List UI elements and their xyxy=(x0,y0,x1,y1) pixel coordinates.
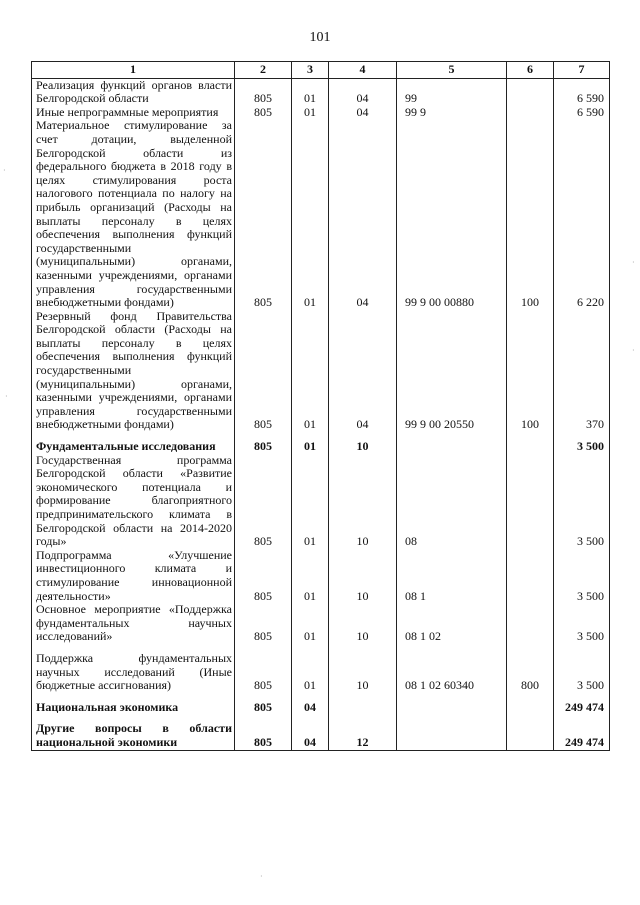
table-row xyxy=(32,549,610,603)
row-rz-cell: 01 xyxy=(292,652,329,693)
row-pr-cell xyxy=(329,701,397,715)
row-sum-cell: 249 474 xyxy=(554,701,610,715)
spacer-cell xyxy=(235,644,292,652)
spacer-cell xyxy=(397,644,507,652)
row-name-cell: Государственная программа Белгородской области «Развитие экономического потенциала и формирование благоприятного предпринимательского климата в Белгородской области на 2014-2020 годы» xyxy=(32,454,235,549)
table-row xyxy=(32,78,610,106)
row-name-cell: Подпрограмма «Улучшение инвестиционного климата и стимулирование инновационной деятельности» xyxy=(32,549,235,603)
row-vr-cell xyxy=(507,454,554,549)
row-sum-cell: 370 xyxy=(554,310,610,432)
table-row xyxy=(32,119,610,309)
row-csr-cell: 99 9 00 20550 xyxy=(397,310,507,432)
row-csr-cell: 08 1 xyxy=(397,549,507,603)
row-rz-cell: 01 xyxy=(292,78,329,106)
row-name-cell: Резервный фонд Правительства Белгородской области (Расходы на выплаты персоналу в целях обеспечения выполнения функций государственными (муниципальными) органами, казенными учреждениями, органами управления государственными внебюджетными фондами) xyxy=(32,310,235,432)
row-pr-cell: 10 xyxy=(329,440,397,454)
row-sum-cell: 3 500 xyxy=(554,454,610,549)
table-row xyxy=(32,652,610,693)
row-gr-cell: 805 xyxy=(235,440,292,454)
spacer-cell xyxy=(507,644,554,652)
header-cell-4: 4 xyxy=(329,62,397,79)
row-gr-cell: 805 xyxy=(235,701,292,715)
scan-mark: · xyxy=(632,258,635,267)
header-cell-1: 1 xyxy=(32,62,235,79)
row-rz-cell: 01 xyxy=(292,549,329,603)
table-row xyxy=(32,454,610,549)
row-vr-cell: 100 xyxy=(507,310,554,432)
table-body xyxy=(32,78,610,750)
row-rz-cell: 04 xyxy=(292,722,329,750)
row-csr-cell: 08 1 02 60340 xyxy=(397,652,507,693)
row-gr-cell: 805 xyxy=(235,454,292,549)
row-pr-cell: 10 xyxy=(329,652,397,693)
row-pr-cell: 04 xyxy=(329,119,397,309)
table-row xyxy=(32,603,610,644)
row-sum-cell: 249 474 xyxy=(554,722,610,750)
header-cell-2: 2 xyxy=(235,62,292,79)
row-rz-cell: 01 xyxy=(292,310,329,432)
row-vr-cell xyxy=(507,106,554,120)
row-name-cell: Реализация функций органов власти Белгородской области xyxy=(32,78,235,106)
row-csr-cell xyxy=(397,440,507,454)
row-pr-cell: 04 xyxy=(329,78,397,106)
row-csr-cell xyxy=(397,722,507,750)
spacer-cell xyxy=(507,714,554,722)
row-vr-cell xyxy=(507,440,554,454)
spacer-cell xyxy=(235,714,292,722)
row-gr-cell: 805 xyxy=(235,652,292,693)
header-row xyxy=(32,62,610,79)
table-row xyxy=(32,440,610,454)
row-name-cell: Фундаментальные исследования xyxy=(32,440,235,454)
row-gr-cell: 805 xyxy=(235,310,292,432)
table-row xyxy=(32,701,610,715)
spacer-cell xyxy=(329,714,397,722)
scan-mark: · xyxy=(5,392,8,401)
spacer-cell xyxy=(329,693,397,701)
header-cell-3: 3 xyxy=(292,62,329,79)
scan-mark: · xyxy=(3,166,6,175)
row-name-cell: Поддержка фундаментальных научных исследований (Иные бюджетные ассигнования) xyxy=(32,652,235,693)
row-pr-cell: 04 xyxy=(329,106,397,120)
row-pr-cell: 10 xyxy=(329,454,397,549)
spacer-cell xyxy=(329,644,397,652)
spacer-cell xyxy=(554,644,610,652)
row-csr-cell: 99 9 00 00880 xyxy=(397,119,507,309)
spacer-cell xyxy=(292,644,329,652)
row-rz-cell: 01 xyxy=(292,603,329,644)
row-csr-cell: 08 xyxy=(397,454,507,549)
row-pr-cell: 10 xyxy=(329,549,397,603)
row-sum-cell: 6 590 xyxy=(554,78,610,106)
table-row xyxy=(32,310,610,432)
page-number: 101 xyxy=(309,30,331,45)
row-vr-cell xyxy=(507,78,554,106)
row-gr-cell: 805 xyxy=(235,78,292,106)
row-gr-cell: 805 xyxy=(235,603,292,644)
row-sum-cell: 6 220 xyxy=(554,119,610,309)
row-csr-cell: 99 9 xyxy=(397,106,507,120)
row-vr-cell xyxy=(507,603,554,644)
scan-mark: · xyxy=(632,346,635,355)
row-gr-cell: 805 xyxy=(235,722,292,750)
row-pr-cell: 12 xyxy=(329,722,397,750)
row-name-cell: Материальное стимулирование за счет дотации, выделенной Белгородской области из федерального бюджета в 2018 году в целях стимулирования роста налогового потенциала по налогу на прибыль организаций (Расходы на выплаты персоналу в целях обеспечения выполнения функций государственными (муниципальными) органами, казенными учреждениями, органами управления государственными внебюджетными фондами) xyxy=(32,119,235,309)
spacer-cell xyxy=(397,693,507,701)
row-sum-cell: 3 500 xyxy=(554,440,610,454)
spacer-cell xyxy=(507,432,554,440)
spacer-cell xyxy=(397,432,507,440)
row-csr-cell: 08 1 02 xyxy=(397,603,507,644)
row-rz-cell: 01 xyxy=(292,454,329,549)
row-name-cell: Национальная экономика xyxy=(32,701,235,715)
row-rz-cell: 01 xyxy=(292,440,329,454)
spacer-cell xyxy=(507,693,554,701)
row-rz-cell: 01 xyxy=(292,106,329,120)
row-sum-cell: 3 500 xyxy=(554,652,610,693)
header-cell-7: 7 xyxy=(554,62,610,79)
spacer-cell xyxy=(292,714,329,722)
row-name-cell: Другие вопросы в области национальной экономики xyxy=(32,722,235,750)
row-name-cell: Основное мероприятие «Поддержка фундаментальных научных исследований» xyxy=(32,603,235,644)
row-gr-cell: 805 xyxy=(235,549,292,603)
budget-table xyxy=(31,61,610,751)
row-csr-cell: 99 xyxy=(397,78,507,106)
table-row xyxy=(32,106,610,120)
row-vr-cell xyxy=(507,701,554,715)
table-row xyxy=(32,722,610,750)
row-vr-cell: 800 xyxy=(507,652,554,693)
row-sum-cell: 3 500 xyxy=(554,549,610,603)
header-cell-6: 6 xyxy=(507,62,554,79)
row-csr-cell xyxy=(397,701,507,715)
spacer-cell xyxy=(554,714,610,722)
row-gr-cell: 805 xyxy=(235,119,292,309)
header-cell-5: 5 xyxy=(397,62,507,79)
row-pr-cell: 10 xyxy=(329,603,397,644)
row-sum-cell: 6 590 xyxy=(554,106,610,120)
row-vr-cell xyxy=(507,722,554,750)
row-vr-cell: 100 xyxy=(507,119,554,309)
row-vr-cell xyxy=(507,549,554,603)
row-rz-cell: 04 xyxy=(292,701,329,715)
row-rz-cell: 01 xyxy=(292,119,329,309)
row-gr-cell: 805 xyxy=(235,106,292,120)
row-sum-cell: 3 500 xyxy=(554,603,610,644)
row-pr-cell: 04 xyxy=(329,310,397,432)
row-name-cell: Иные непрограммные мероприятия xyxy=(32,106,235,120)
spacer-cell xyxy=(397,714,507,722)
scan-mark: · xyxy=(260,872,263,881)
